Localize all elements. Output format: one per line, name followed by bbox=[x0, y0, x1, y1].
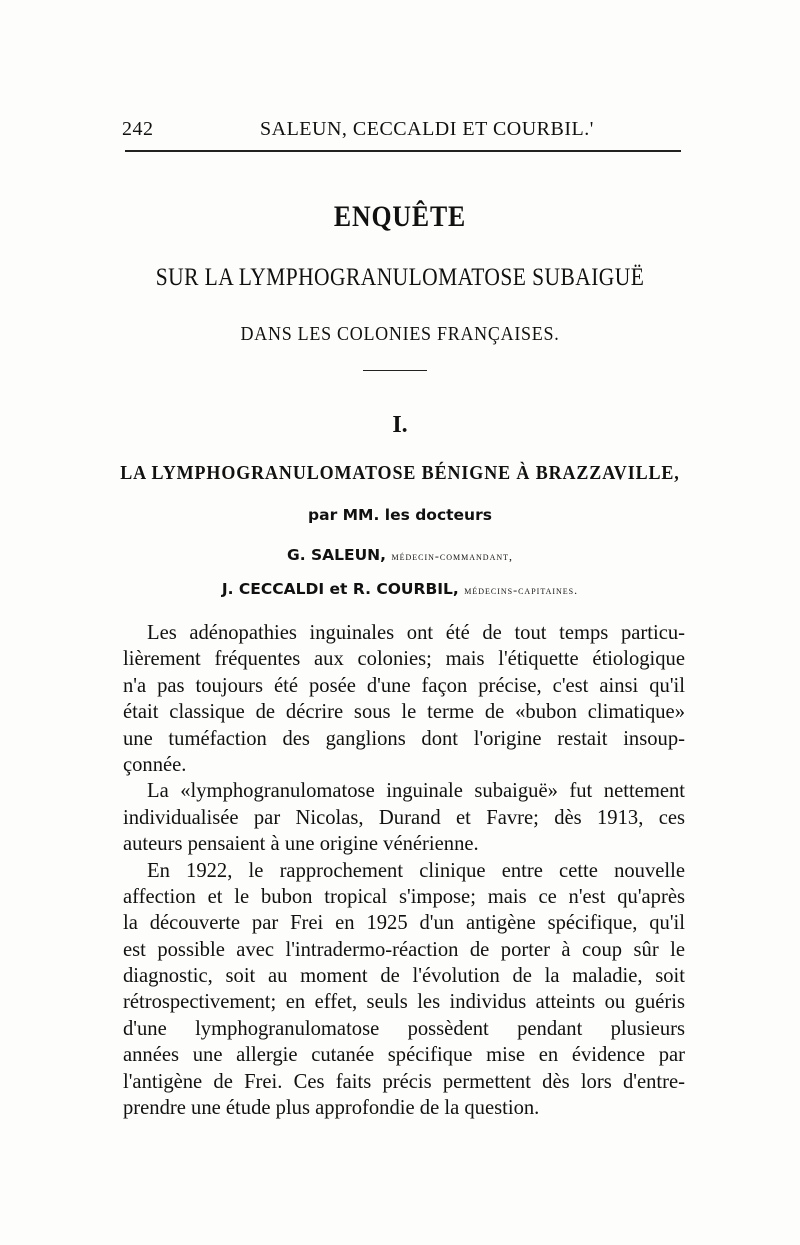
text-line: est possible avec l'intradermo-réaction de porter à coup sûr le bbox=[123, 938, 685, 961]
text-line: prendre une étude plus approfondie de la question. bbox=[123, 1097, 540, 1120]
page-number: 242 bbox=[122, 118, 154, 140]
text-line: lièrement fréquentes aux colonies; mais l'étiquette étiologique bbox=[123, 648, 685, 671]
author-rank: médecins-capitaines. bbox=[464, 583, 579, 597]
running-head bbox=[122, 118, 682, 144]
author-name: G. SALEUN, bbox=[286, 546, 387, 564]
text-line: affection et le bubon tropical s'impose; mais ce n'est qu'après bbox=[123, 885, 685, 908]
text-line: d'une lymphogranulomatose possèdent pendant plusieurs bbox=[123, 1017, 685, 1040]
text-line: En 1922, le rapprochement clinique entre cette nouvelle bbox=[147, 859, 685, 882]
text-line: diagnostic, soit au moment de l'évolution de la maladie, soit bbox=[123, 965, 685, 988]
text-line: individualisée par Nicolas, Durand et Favre; dès 1913, ces bbox=[123, 806, 685, 829]
title-line-3: DANS LES COLONIES FRANÇAISES. bbox=[240, 323, 560, 345]
section-title: LA LYMPHOGRANULOMATOSE BÉNIGNE À BRAZZAVILLE, bbox=[120, 462, 680, 484]
author-rank: médecin-commandant, bbox=[391, 549, 514, 563]
author-name: J. CECCALDI et R. COURBIL, bbox=[221, 580, 459, 598]
text-line: était classique de décrire sous le terme de «bubon climatique» bbox=[123, 701, 685, 724]
author-line-1 bbox=[0, 546, 800, 564]
text-line: années une allergie cutanée spécifique mise en évidence par bbox=[123, 1044, 685, 1067]
title-line-2: SUR LA LYMPHOGRANULOMATOSE SUBAIGUË bbox=[155, 264, 645, 291]
text-line: auteurs pensaient à une origine vénérienne. bbox=[123, 833, 479, 856]
text-line: n'a pas toujours été posée d'une façon précise, c'est ainsi qu'il bbox=[123, 674, 685, 697]
main-title: ENQUÊTE bbox=[333, 200, 467, 233]
text-line: l'antigène de Frei. Ces faits précis permettent dès lors d'entre- bbox=[123, 1070, 685, 1093]
text-line: une tuméfaction des ganglions dont l'origine restait insoup- bbox=[123, 727, 685, 750]
section-numeral: I. bbox=[392, 412, 408, 438]
byline: par MM. les docteurs bbox=[308, 506, 492, 524]
text-line: la découverte par Frei en 1925 d'un antigène spécifique, qu'il bbox=[123, 912, 685, 935]
author-line-2 bbox=[0, 580, 800, 598]
header-rule bbox=[125, 150, 681, 152]
text-line: Les adénopathies inguinales ont été de tout temps particu- bbox=[147, 622, 685, 644]
text-line: rétrospectivement; en effet, seuls les individus atteints ou guéris bbox=[123, 991, 685, 1014]
title-divider bbox=[363, 370, 427, 371]
text-line: çonnée. bbox=[123, 753, 187, 776]
running-title: SALEUN, CECCALDI ET COURBIL.' bbox=[260, 118, 594, 140]
body-text bbox=[123, 620, 685, 1121]
text-line: La «lymphogranulomatose inguinale subaiguë» fut nettement bbox=[147, 780, 685, 803]
